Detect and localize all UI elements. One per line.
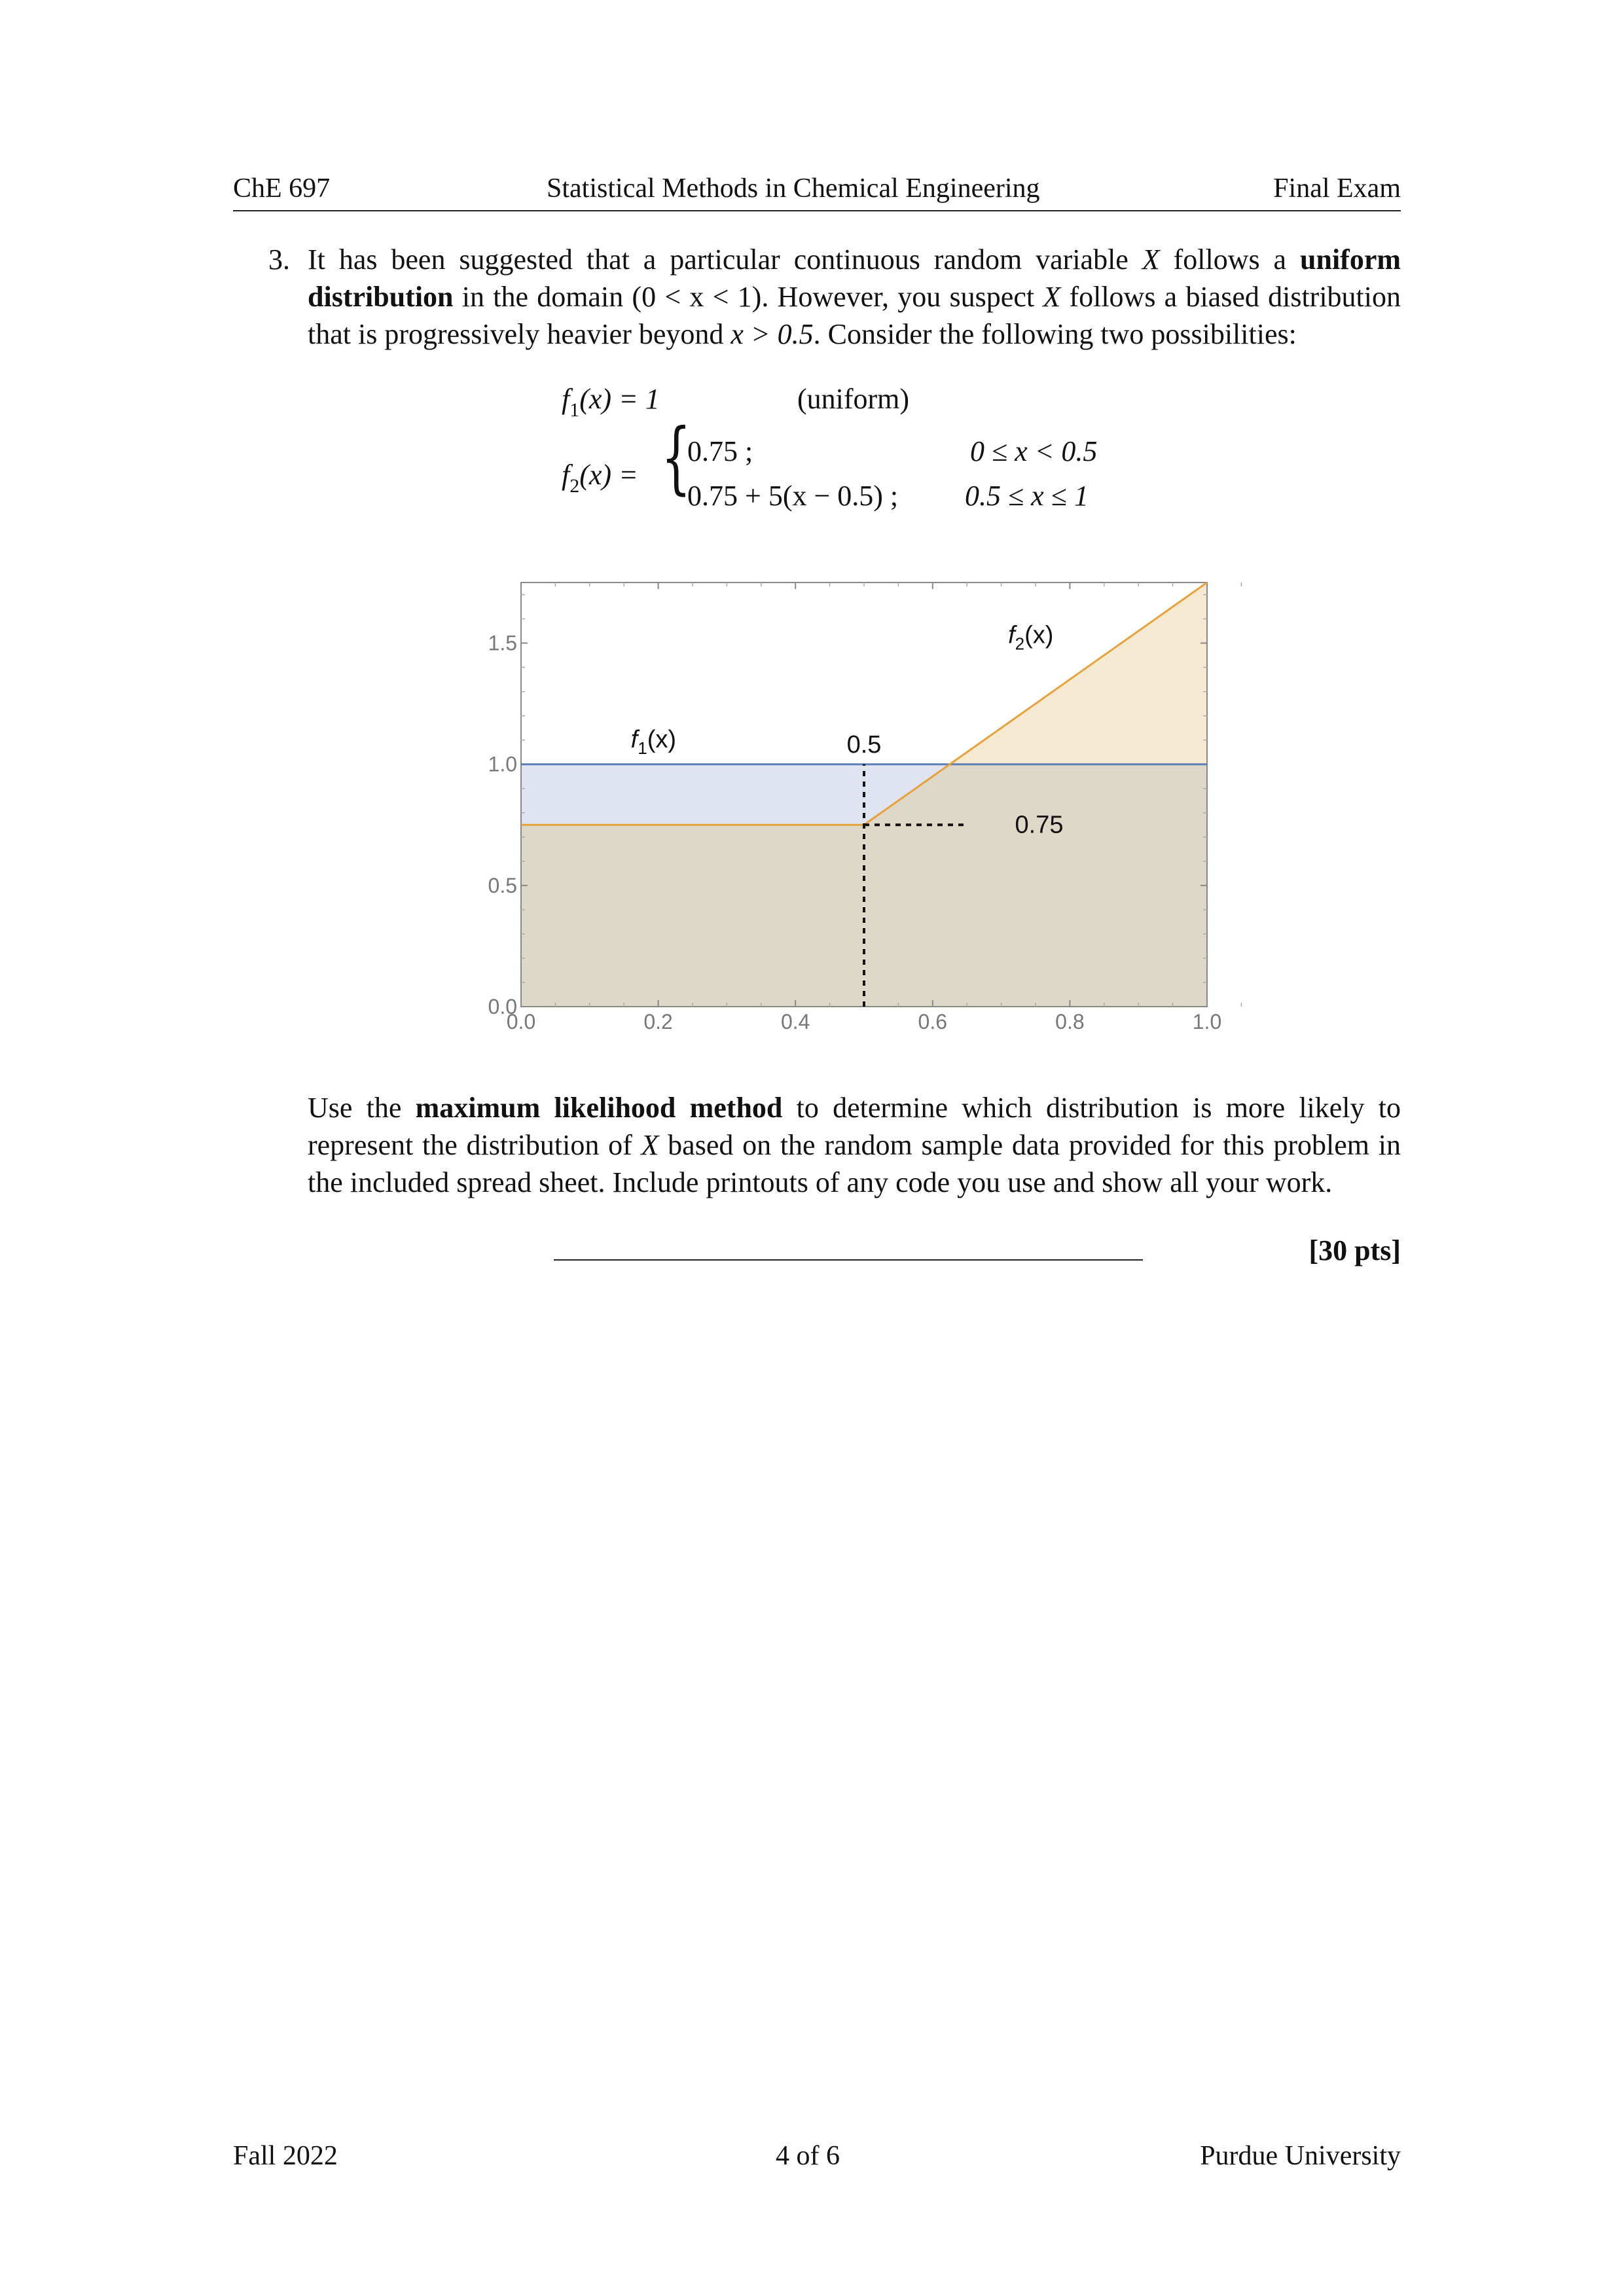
y-tick-label: 0.0 <box>488 995 517 1018</box>
case1-expr: 0.75 ; <box>687 435 753 467</box>
header-exam: Final Exam <box>1273 173 1401 204</box>
y-tick-label: 1.5 <box>488 631 517 655</box>
problem-number: 3. <box>268 243 290 276</box>
equation-f1: $f_1(x) = 1$ <box>562 383 660 421</box>
x-tick-label: 0.0 <box>506 1010 536 1033</box>
y-tick-label: 1.0 <box>488 752 517 776</box>
y-tick-label: 0.5 <box>488 873 517 897</box>
equation-f2-lhs: $f_2(x)$ = <box>562 459 638 497</box>
x-tick-label: 0.8 <box>1055 1010 1085 1033</box>
annotation-label: 0.75 <box>1015 811 1064 839</box>
piecewise-brace: { <box>661 412 691 503</box>
answer-rule <box>554 1259 1143 1261</box>
footer-term: Fall 2022 <box>233 2141 338 2171</box>
header-title: Statistical Methods in Chemical Engineering <box>547 173 1040 204</box>
case2-expr: 0.75 + 5(x − 0.5) ; <box>687 480 899 512</box>
annotation-label: 0.5 <box>846 731 882 759</box>
points-label: [30 pts] <box>1308 1234 1401 1266</box>
x-tick-label: 1.0 <box>1192 1010 1222 1033</box>
x-tick-label: 0.4 <box>780 1010 810 1033</box>
x-tick-label: 0.2 <box>643 1010 673 1033</box>
f1-series-label: $f_1(x)$ <box>630 725 677 758</box>
equation-f1-note: (uniform) <box>797 383 910 415</box>
problem-body: Use the maximum likelihood method to determine which distribution is more likely to represent the distribution of X based on the random sample data provided for this problem in the included spread sheet. Include printouts of any code you use and show all your work. <box>308 1092 1401 1198</box>
case1-cond: 0 ≤ x < 0.5 <box>970 435 1098 467</box>
problem-intro: It has been suggested that a particular continuous random variable X follows a uniform distribution in the domain (0 < x < 1). However, you suspect X follows a biased distribution that is progressively heavier beyond x > 0.5. Consider the following two possibilities: <box>308 243 1401 350</box>
footer-page: 4 of 6 <box>776 2141 840 2171</box>
header-course: ChE 697 <box>233 173 331 204</box>
x-tick-label: 0.6 <box>918 1010 948 1033</box>
f2-series-label: $f_2(x)$ <box>1008 621 1054 654</box>
header-rule <box>233 210 1401 211</box>
case2-cond: 0.5 ≤ x ≤ 1 <box>965 480 1089 512</box>
footer-school: Purdue University <box>1200 2141 1401 2171</box>
density-chart <box>458 569 1244 1054</box>
